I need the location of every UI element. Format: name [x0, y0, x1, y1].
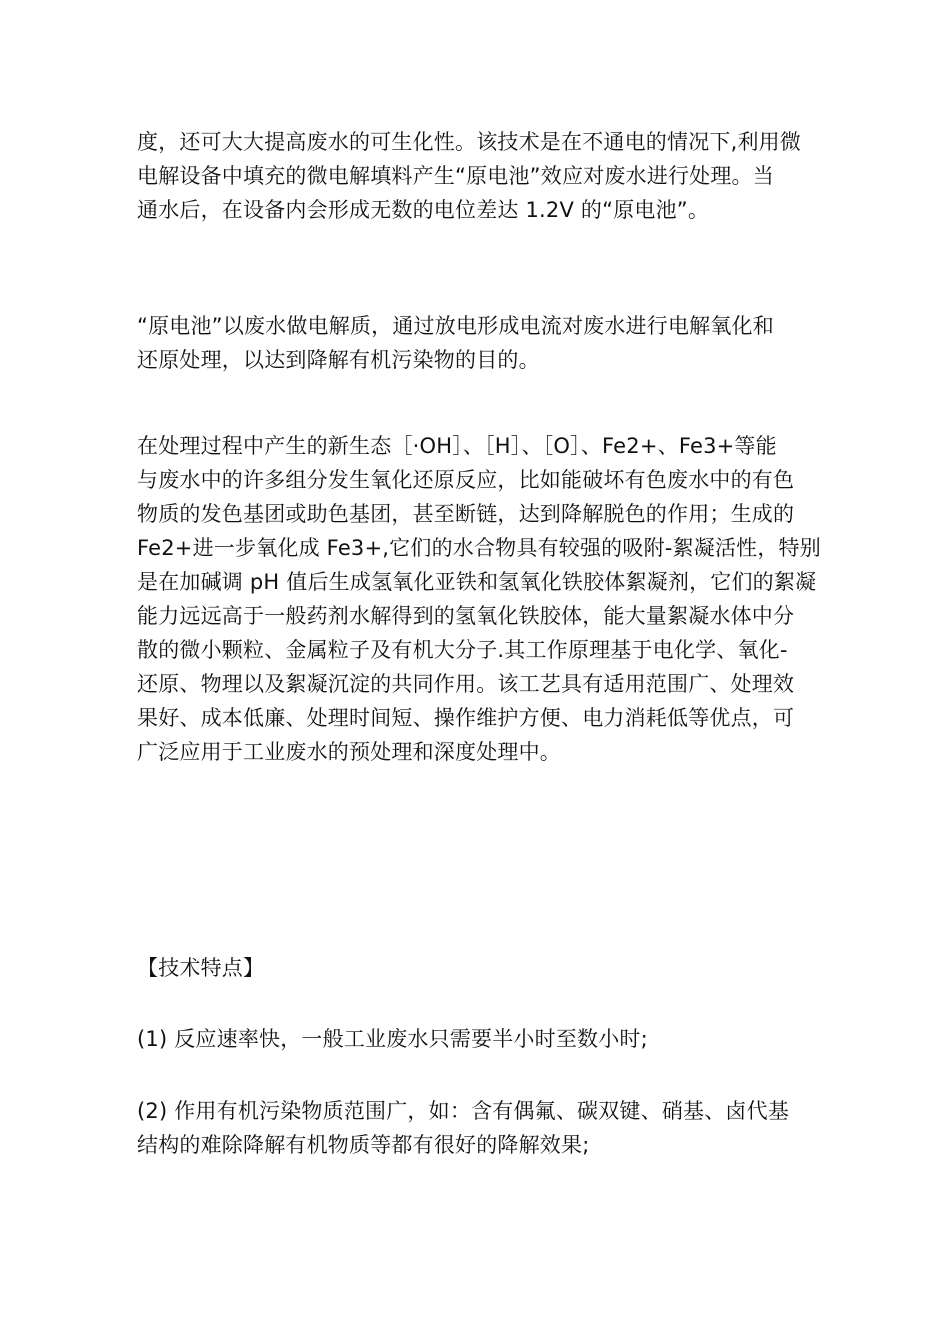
text-line: 果好、成本低廉、处理时间短、操作维护方便、电力消耗低等优点，可 [137, 706, 795, 730]
text-line: 还原处理，以达到降解有机污染物的目的。 [137, 348, 540, 372]
feature-item-2 [137, 1094, 827, 1162]
text-line: 电解设备中填充的微电解填料产生“原电池”效应对废水进行处理。当 [137, 164, 774, 188]
text-line: 通水后，在设备内会形成无数的电位差达 1.2V 的“原电池”。 [137, 198, 710, 222]
text-line: 广泛应用于工业废水的预处理和深度处理中。 [137, 740, 561, 764]
paragraph-galvanic-cell [137, 309, 827, 377]
text-line: 是在加碱调 pH 值后生成氢氧化亚铁和氢氧化铁胶体絮凝剂，它们的絮凝 [137, 570, 817, 594]
text-line: (1) 反应速率快，一般工业废水只需要半小时至数小时; [137, 1027, 648, 1051]
text-line: “原电池”以废水做电解质，通过放电形成电流对废水进行电解氧化和 [137, 314, 774, 338]
text-line: 物质的发色基团或助色基团，甚至断链，达到降解脱色的作用；生成的 [137, 502, 795, 526]
text-line: Fe2+进一步氧化成 Fe3+,它们的水合物具有较强的吸附-絮凝活性，特别 [137, 536, 821, 560]
text-line: 度，还可大大提高废水的可生化性。该技术是在不通电的情况下,利用微 [137, 130, 802, 154]
text-line: 与废水中的许多组分发生氧化还原反应，比如能破坏有色废水中的有色 [137, 468, 795, 492]
text-line: 能力远远高于一般药剂水解得到的氢氧化铁胶体，能大量絮凝水体中分 [137, 604, 795, 628]
text-line: 还原、物理以及絮凝沉淀的共同作用。该工艺具有适用范围广、处理效 [137, 672, 795, 696]
text-line: 在处理过程中产生的新生态［·OH］、［H］、［O］、Fe2+、Fe3+等能 [137, 434, 777, 458]
text-line: (2) 作用有机污染物质范围广，如：含有偶氟、碳双键、硝基、卤代基 [137, 1099, 790, 1123]
section-heading [137, 951, 827, 985]
text-line: 散的微小颗粒、金属粒子及有机大分子.其工作原理基于电化学、氧化- [137, 638, 788, 662]
paragraph-intro [137, 125, 827, 227]
feature-item-1 [137, 1022, 827, 1056]
heading-text: 【技术特点】 [137, 956, 265, 980]
text-line: 结构的难除降解有机物质等都有很好的降解效果; [137, 1133, 590, 1157]
paragraph-mechanism [137, 429, 827, 769]
